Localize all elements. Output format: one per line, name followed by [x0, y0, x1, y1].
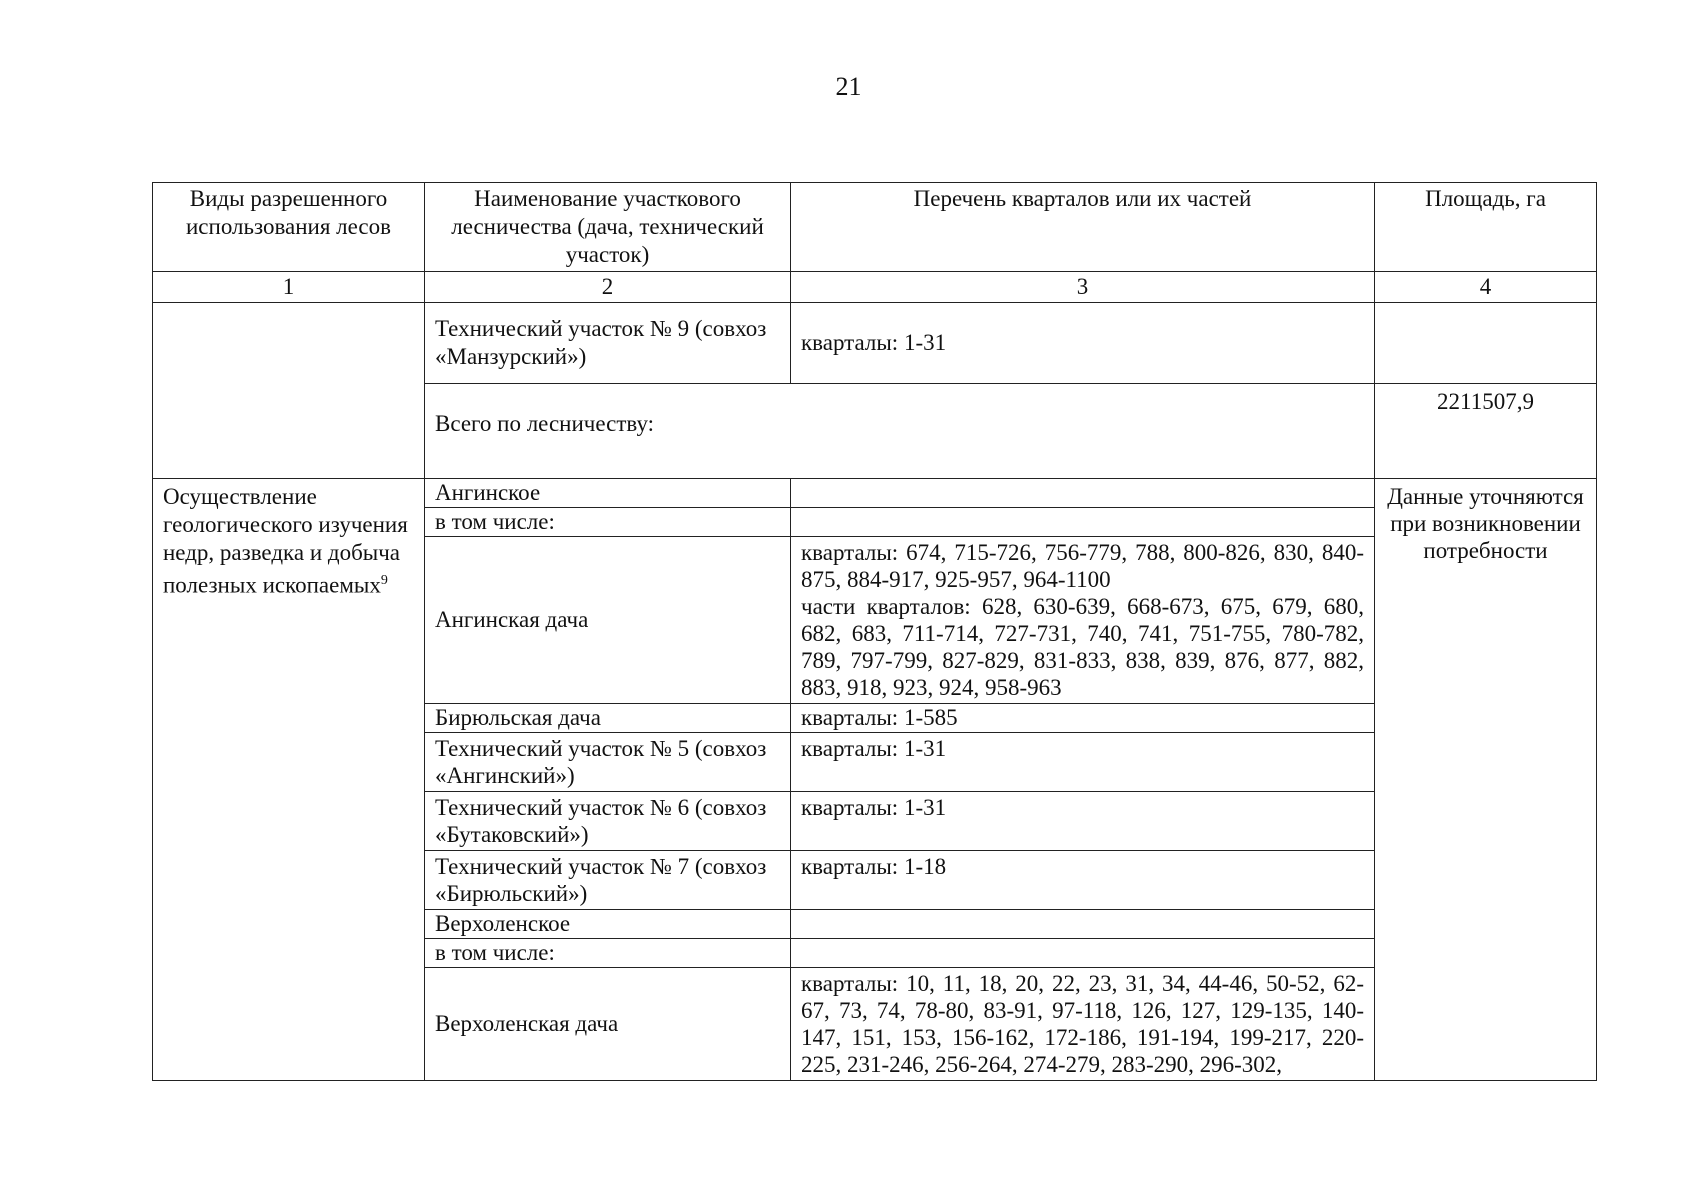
quarters-list: [791, 939, 1375, 968]
header-use-type: Виды разрешенного использования лесов: [153, 183, 425, 272]
page-number: 21: [835, 72, 862, 101]
quarters-list: [791, 508, 1375, 537]
header-row: [153, 183, 1597, 272]
footnote-marker: 9: [380, 573, 388, 588]
forestry-subtitle: в том числе:: [425, 939, 791, 968]
forestry-name: Технический участок № 9 (совхоз «Манзурский»): [425, 303, 791, 384]
column-number: 1: [153, 272, 425, 303]
forestry-name: Технический участок № 7 (совхоз «Бирюльский»): [425, 851, 791, 910]
header-forestry-name: Наименование участкового лесничества (дача, технический участок): [425, 183, 791, 272]
quarters-list: кварталы: 1-31: [791, 792, 1375, 851]
header-area: Площадь, га: [1375, 183, 1597, 272]
table-row: [153, 303, 1597, 384]
forestry-name: Ангинское: [425, 479, 791, 508]
column-number-row: [153, 272, 1597, 303]
quarters-cell: [791, 537, 1375, 704]
area-note: Данные уточняются при возникновении потребности: [1375, 479, 1597, 1081]
forestry-name: Бирюльская дача: [425, 704, 791, 733]
quarters-list: кварталы: 1-18: [791, 851, 1375, 910]
area-value: [1375, 303, 1597, 384]
quarters-list: [791, 910, 1375, 939]
quarters-list: кварталы: 1-31: [791, 733, 1375, 792]
use-type-cell-empty: [153, 303, 425, 479]
quarters-list: кварталы: 1-31: [791, 303, 1375, 384]
forestry-name: Технический участок № 5 (совхоз «Ангинский»): [425, 733, 791, 792]
total-label: Всего по лесничеству:: [425, 384, 1375, 479]
use-type-cell: [153, 479, 425, 1081]
header-quarters: Перечень кварталов или их частей: [791, 183, 1375, 272]
quarters-list: [791, 479, 1375, 508]
quarters-list: кварталы: 674, 715-726, 756-779, 788, 800-826, 830, 840-875, 884-917, 925-957, 964-1100: [801, 540, 1364, 592]
column-number: 3: [791, 272, 1375, 303]
forestry-name: Ангинская дача: [425, 537, 791, 704]
column-number: 4: [1375, 272, 1597, 303]
quarters-list: кварталы: 1-585: [791, 704, 1375, 733]
forestry-name: Верхоленское: [425, 910, 791, 939]
forest-use-table: [152, 182, 1597, 1081]
quarters-list: кварталы: 10, 11, 18, 20, 22, 23, 31, 34, 44-46, 50-52, 62-67, 73, 74, 78-80, 83-91, 97-118, 126, 127, 129-135, 140-147, 151, 153, 156-162, 172-186, 191-194, 199-217, 220-225, 231-246, 256-264, 274-279, 283-290, 296-302,: [791, 968, 1375, 1081]
column-number: 2: [425, 272, 791, 303]
table-row: [153, 479, 1597, 508]
use-type-text: Осуществление геологического изучения недр, разведка и добыча полезных ископаемых: [163, 484, 408, 598]
forestry-name: Верхоленская дача: [425, 968, 791, 1081]
quarters-parts-list: части кварталов: 628, 630-639, 668-673, 675, 679, 680, 682, 683, 711-714, 727-731, 740, 741, 751-755, 780-782, 789, 797-799, 827-829, 831-833, 838, 839, 876, 877, 882, 883, 918, 923, 924, 958-963: [801, 594, 1364, 700]
forestry-subtitle: в том числе:: [425, 508, 791, 537]
forestry-name: Технический участок № 6 (совхоз «Бутаковский»): [425, 792, 791, 851]
total-area: 2211507,9: [1375, 384, 1597, 479]
